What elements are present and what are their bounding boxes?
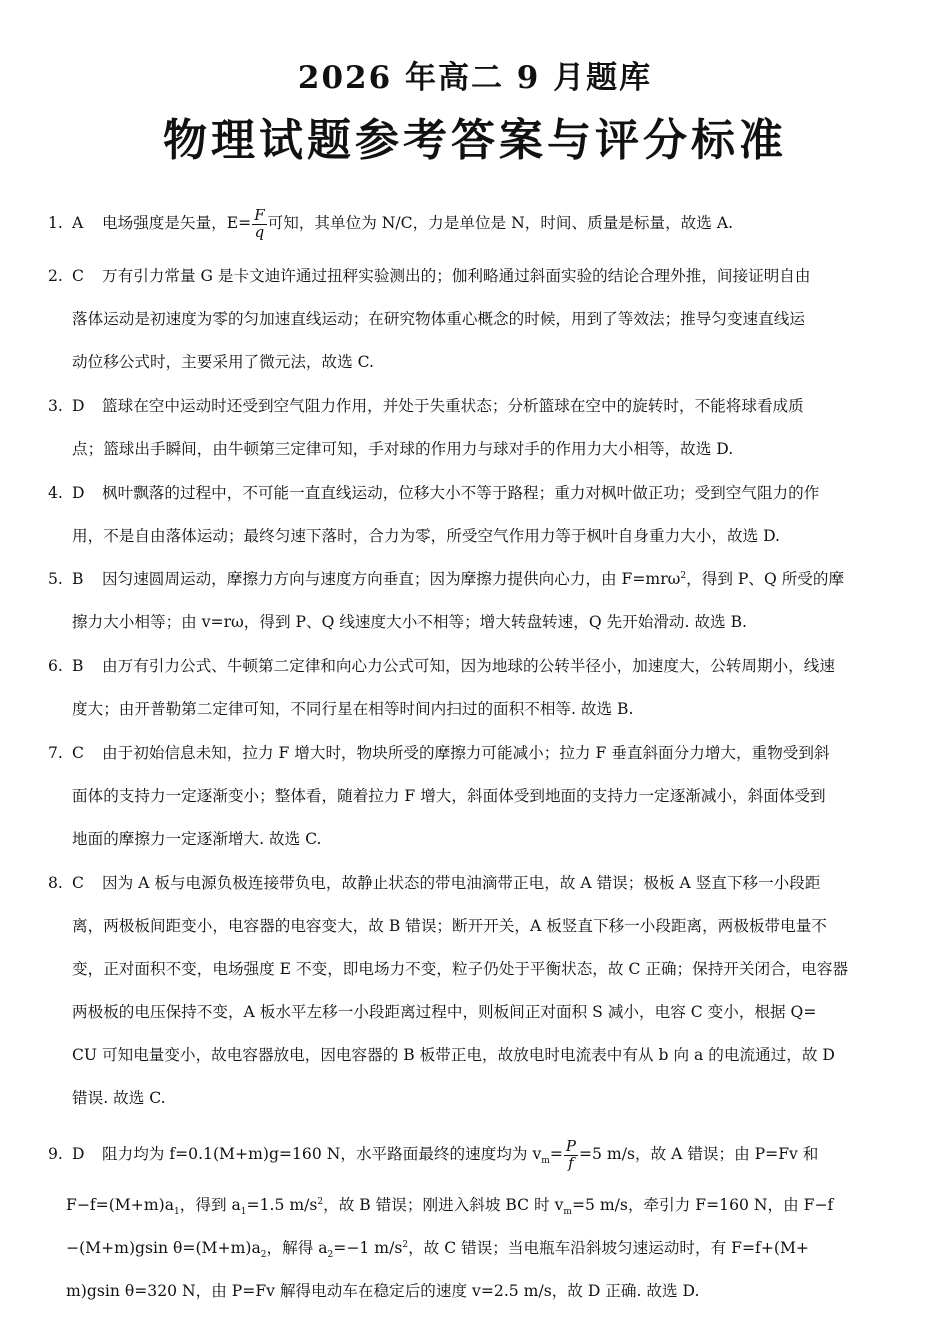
answer-text: 错误. 故选 C.: [72, 1089, 166, 1107]
answer-text: 篮球在空中运动时还受到空气阻力作用，并处于失重状态；分析篮球在空中的旋转时，不能将球看成质: [102, 397, 804, 415]
answer-text: 度大；由开普勒第二定律可知，不同行星在相等时间内扫过的面积不相等. 故选 B.: [72, 700, 634, 718]
subscript: m: [541, 1156, 550, 1167]
answer-text: 电场强度是矢量，E=: [102, 214, 252, 232]
answer-4: [48, 472, 900, 558]
subscript: 1: [174, 1207, 180, 1218]
superscript: 2: [317, 1196, 324, 1207]
answer-1: [48, 197, 900, 250]
answer-text: 万有引力常量 G 是卡文迪许通过扭秤实验测出的；伽利略通过斜面实验的结论合理外推，间接证明自由: [102, 267, 811, 285]
subscript: m: [563, 1207, 572, 1218]
answer-text: =: [549, 1145, 563, 1163]
title-line2: 物理试题参考答案与评分标准: [163, 115, 787, 166]
superscript: 2: [680, 570, 687, 581]
answer-text: 因为 A 板与电源负极连接带负电，故静止状态的带电油滴带正电，故 A 错误；极板 A 竖直下移一小段距: [102, 874, 821, 892]
answer-letter: B: [72, 657, 84, 675]
answer-letter: C: [72, 744, 84, 762]
answer-text: 擦力大小相等；由 v=rω，得到 P、Q 线速度大小不相等；增大转盘转速，Q 先开始滑动. 故选 B.: [72, 613, 748, 631]
answer-text: ，故 B 错误；刚进入斜坡 BC 时 v: [323, 1196, 564, 1214]
answer-text: ，得到 P、Q 所受的摩: [686, 570, 845, 588]
answer-text: 地面的摩擦力一定逐渐增大. 故选 C.: [72, 830, 322, 848]
answer-letter: D: [72, 484, 85, 502]
answer-text: 面体的支持力一定逐渐变小；整体看，随着拉力 F 增大，斜面体受到地面的支持力一定逐渐减小，斜面体受到: [72, 787, 826, 805]
answer-6: [48, 645, 900, 731]
answer-text: 枫叶飘落的过程中，不可能一直直线运动，位移大小不等于路程；重力对枫叶做正功；受到空气阻力的作: [102, 484, 820, 502]
answer-letter: B: [72, 570, 84, 588]
answer-letter: C: [72, 874, 84, 892]
answer-text: 离，两极板间距变小，电容器的电容变大，故 B 错误；断开开关，A 板竖直下移一小段距离，两极板带电量不: [72, 917, 827, 935]
answer-9: [48, 1124, 900, 1313]
answer-2: [48, 255, 900, 384]
answer-text: 因匀速圆周运动，摩擦力方向与速度方向垂直；因为摩擦力提供向心力，由 F=mrω: [102, 570, 681, 588]
answer-text: 变，正对面积不变，电场强度 E 不变，即电场力不变，粒子仍处于平衡状态，故 C 正确；保持开关闭合，电容器: [72, 960, 849, 978]
answer-letter: D: [72, 1145, 85, 1163]
answer-text: 点；篮球出手瞬间，由牛顿第三定律可知，手对球的作用力与球对手的作用力大小相等，故选 D.: [72, 440, 734, 458]
answer-text: −(M+m)gsin θ=(M+m)a: [66, 1239, 261, 1257]
answer-number: 6.: [48, 657, 63, 675]
answer-number: 4.: [48, 484, 63, 502]
subscript: 1: [240, 1207, 247, 1218]
title-line1: 2026 年高二 9 月题库: [297, 60, 653, 96]
answer-number: 2.: [48, 267, 63, 285]
answer-text: =5 m/s，牵引力 F=160 N，由 F−f: [571, 1196, 834, 1214]
answer-text: 用，不是自由落体运动；最终匀速下落时，合力为零，所受空气作用力等于枫叶自身重力大小，故选 D.: [72, 527, 780, 545]
fraction: $\frac{P}{f}$: [565, 1136, 576, 1172]
answer-text: m)gsin θ=320 N，由 P=Fv 解得电动车在稳定后的速度 v=2.5 m/s，故 D 正确. 故选 D.: [66, 1282, 700, 1300]
answer-letter: A: [72, 214, 84, 232]
answer-8: [48, 862, 900, 1120]
answer-text: 动位移公式时，主要采用了微元法，故选 C.: [72, 353, 374, 371]
answer-letter: C: [72, 267, 84, 285]
answer-text: =1.5 m/s: [246, 1196, 318, 1214]
answer-number: 1.: [48, 214, 63, 232]
answer-text: 阻力均为 f=0.1(M+m)g=160 N，水平路面最终的速度均为 v: [102, 1145, 542, 1163]
answer-text: 由万有引力公式、牛顿第二定律和向心力公式可知，因为地球的公转半径小，加速度大，公转周期小，线速: [102, 657, 835, 675]
answer-text: 可知，其单位为 N/C，力是单位是 N，时间、质量是标量，故选 A.: [267, 214, 734, 232]
answer-text: 落体运动是初速度为零的匀加速直线运动；在研究物体重心概念的时候，用到了等效法；推导匀变速直线运: [72, 310, 805, 328]
superscript: 2: [402, 1239, 409, 1250]
answer-text: ，解得 a: [266, 1239, 328, 1257]
answer-7: [48, 732, 900, 861]
answer-number: 8.: [48, 874, 63, 892]
answer-text: F−f=(M+m)a: [66, 1196, 175, 1214]
answer-3: [48, 385, 900, 471]
answer-number: 5.: [48, 570, 63, 588]
answer-text: =5 m/s，故 A 错误；由 P=Fv 和: [578, 1145, 819, 1163]
subscript: 2: [260, 1250, 267, 1261]
answer-text: ，得到 a: [179, 1196, 241, 1214]
answer-text: ，故 C 错误；当电瓶车沿斜坡匀速运动时，有 F=f+(M+: [408, 1239, 810, 1257]
answer-number: 7.: [48, 744, 63, 762]
answer-5: [48, 558, 900, 644]
subscript: 2: [327, 1250, 334, 1261]
answer-text: CU 可知电量变小，故电容器放电，因电容器的 B 板带正电，故放电时电流表中有从 b 向 a 的电流通过，故 D: [72, 1046, 835, 1064]
answer-text: =−1 m/s: [333, 1239, 403, 1257]
answer-number: 9.: [48, 1145, 63, 1163]
answer-number: 3.: [48, 397, 63, 415]
answer-text: 由于初始信息未知，拉力 F 增大时，物块所受的摩擦力可能减小；拉力 F 垂直斜面分力增大，重物受到斜: [102, 744, 830, 762]
answer-text: 两极板的电压保持不变，A 板水平左移一小段距离过程中，则板间正对面积 S 减小，电容 C 变小，根据 Q=: [72, 1003, 817, 1021]
fraction: $\frac{F}{q}$: [254, 205, 265, 241]
answer-letter: D: [72, 397, 85, 415]
